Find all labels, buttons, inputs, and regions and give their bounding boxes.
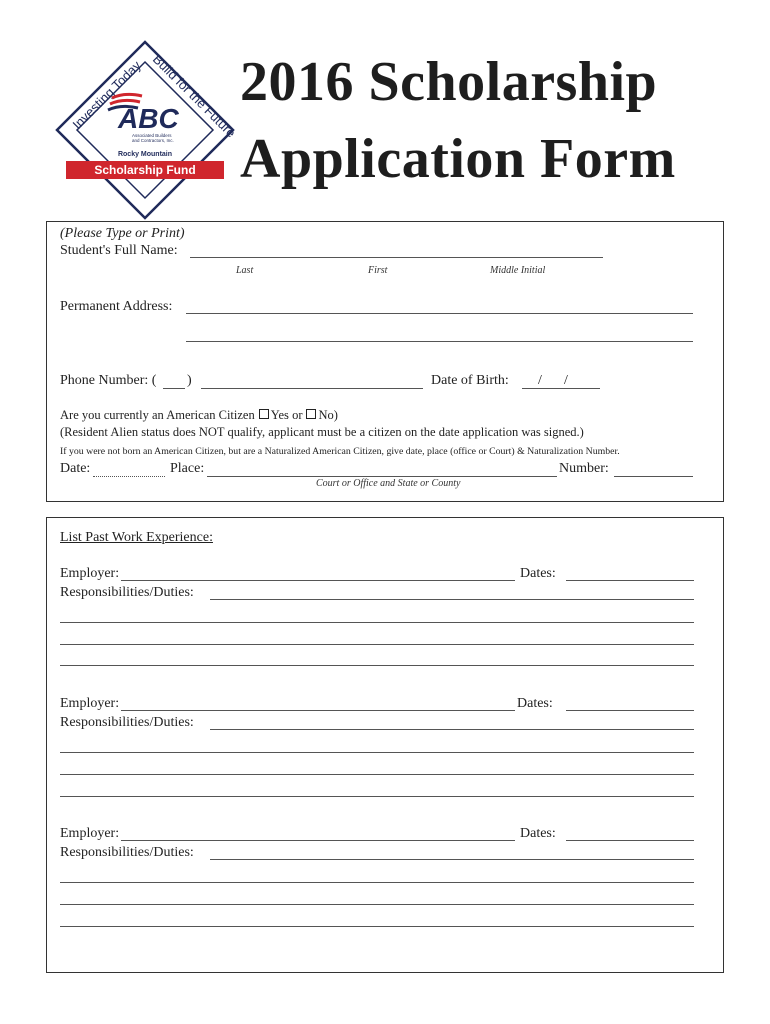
no-checkbox[interactable] xyxy=(306,409,316,419)
naturalization-place-label: Place: xyxy=(170,461,205,476)
place-sub-label: Court or Office and State or County xyxy=(316,478,461,489)
employer-field[interactable] xyxy=(121,580,515,581)
dates-label: Dates: xyxy=(520,826,556,841)
logo-abc-sub1: Associated Builders xyxy=(132,133,172,138)
dob-label: Date of Birth: xyxy=(431,373,509,388)
yes-label: Yes xyxy=(270,408,289,422)
applicant-info-section xyxy=(46,221,724,502)
duties-line[interactable] xyxy=(60,644,694,645)
name-sub-middle: Middle Initial xyxy=(490,265,546,276)
duties-line[interactable] xyxy=(60,796,694,797)
dates-field[interactable] xyxy=(566,580,694,581)
employer-field[interactable] xyxy=(121,840,515,841)
page-title-line1: 2016 Scholarship xyxy=(240,51,658,113)
logo-arc-left-text: Investing Today xyxy=(69,57,144,133)
instruction-text: (Please Type or Print) xyxy=(60,226,185,241)
duties-line[interactable] xyxy=(60,904,694,905)
name-sub-first: First xyxy=(368,265,388,276)
duties-field[interactable] xyxy=(210,599,694,600)
full-name-field[interactable] xyxy=(190,257,603,258)
logo-graphic xyxy=(50,30,240,220)
logo-chapter-text: Rocky Mountain xyxy=(117,151,173,158)
employer-label: Employer: xyxy=(60,696,120,711)
dates-field[interactable] xyxy=(566,840,694,841)
no-label: No) xyxy=(318,408,338,422)
duties-label: Responsibilities/Duties: xyxy=(60,585,194,600)
citizen-question-text: Are you currently an American Citizen xyxy=(60,408,255,422)
naturalization-place-field[interactable] xyxy=(207,476,557,477)
duties-line[interactable] xyxy=(60,622,694,623)
phone-area-code-field[interactable] xyxy=(163,388,185,389)
yes-checkbox[interactable] xyxy=(259,409,269,419)
duties-line[interactable] xyxy=(60,752,694,753)
name-sub-last: Last xyxy=(236,265,254,276)
phone-close-paren: ) xyxy=(187,373,192,388)
duties-label: Responsibilities/Duties: xyxy=(60,715,194,730)
logo-abc-text: ABC xyxy=(118,103,179,134)
phone-number-field[interactable] xyxy=(201,388,423,389)
dob-field[interactable] xyxy=(522,388,600,389)
phone-label: Phone Number: ( xyxy=(60,373,157,388)
naturalization-number-label: Number: xyxy=(559,461,609,476)
abc-scholarship-logo xyxy=(50,30,240,220)
page-title-line2: Application Form xyxy=(240,128,676,190)
full-name-label: Student's Full Name: xyxy=(60,243,178,258)
logo-abc-sub2: and Contractors, Inc. xyxy=(132,138,174,143)
naturalized-note: If you were not born an American Citizen, but are a Naturalized American Citizen, give date, place (office or Court) & Naturalization Number. xyxy=(60,446,620,457)
address-field-line1[interactable] xyxy=(186,313,693,314)
employer-label: Employer: xyxy=(60,826,120,841)
citizen-question xyxy=(60,408,338,423)
duties-line[interactable] xyxy=(60,926,694,927)
naturalization-date-field[interactable] xyxy=(93,476,165,477)
dates-label: Dates: xyxy=(520,566,556,581)
naturalization-date-label: Date: xyxy=(60,461,91,476)
or-label: or xyxy=(292,408,303,422)
employer-label: Employer: xyxy=(60,566,120,581)
logo-arc-right-text: Build for the Future xyxy=(149,51,239,141)
duties-line[interactable] xyxy=(60,882,694,883)
duties-line[interactable] xyxy=(60,774,694,775)
employer-field[interactable] xyxy=(121,710,515,711)
address-label: Permanent Address: xyxy=(60,299,173,314)
duties-field[interactable] xyxy=(210,859,694,860)
duties-line[interactable] xyxy=(60,665,694,666)
duties-label: Responsibilities/Duties: xyxy=(60,845,194,860)
dates-label: Dates: xyxy=(517,696,553,711)
logo-banner-text: Scholarship Fund xyxy=(94,163,196,177)
resident-alien-note: (Resident Alien status does NOT qualify, applicant must be a citizen on the date application was signed.) xyxy=(60,425,584,439)
dob-slash-2: / xyxy=(564,373,568,388)
address-field-line2[interactable] xyxy=(186,341,693,342)
work-experience-heading: List Past Work Experience: xyxy=(60,530,213,545)
dob-slash-1: / xyxy=(538,373,542,388)
dates-field[interactable] xyxy=(566,710,694,711)
duties-field[interactable] xyxy=(210,729,694,730)
naturalization-number-field[interactable] xyxy=(614,476,693,477)
